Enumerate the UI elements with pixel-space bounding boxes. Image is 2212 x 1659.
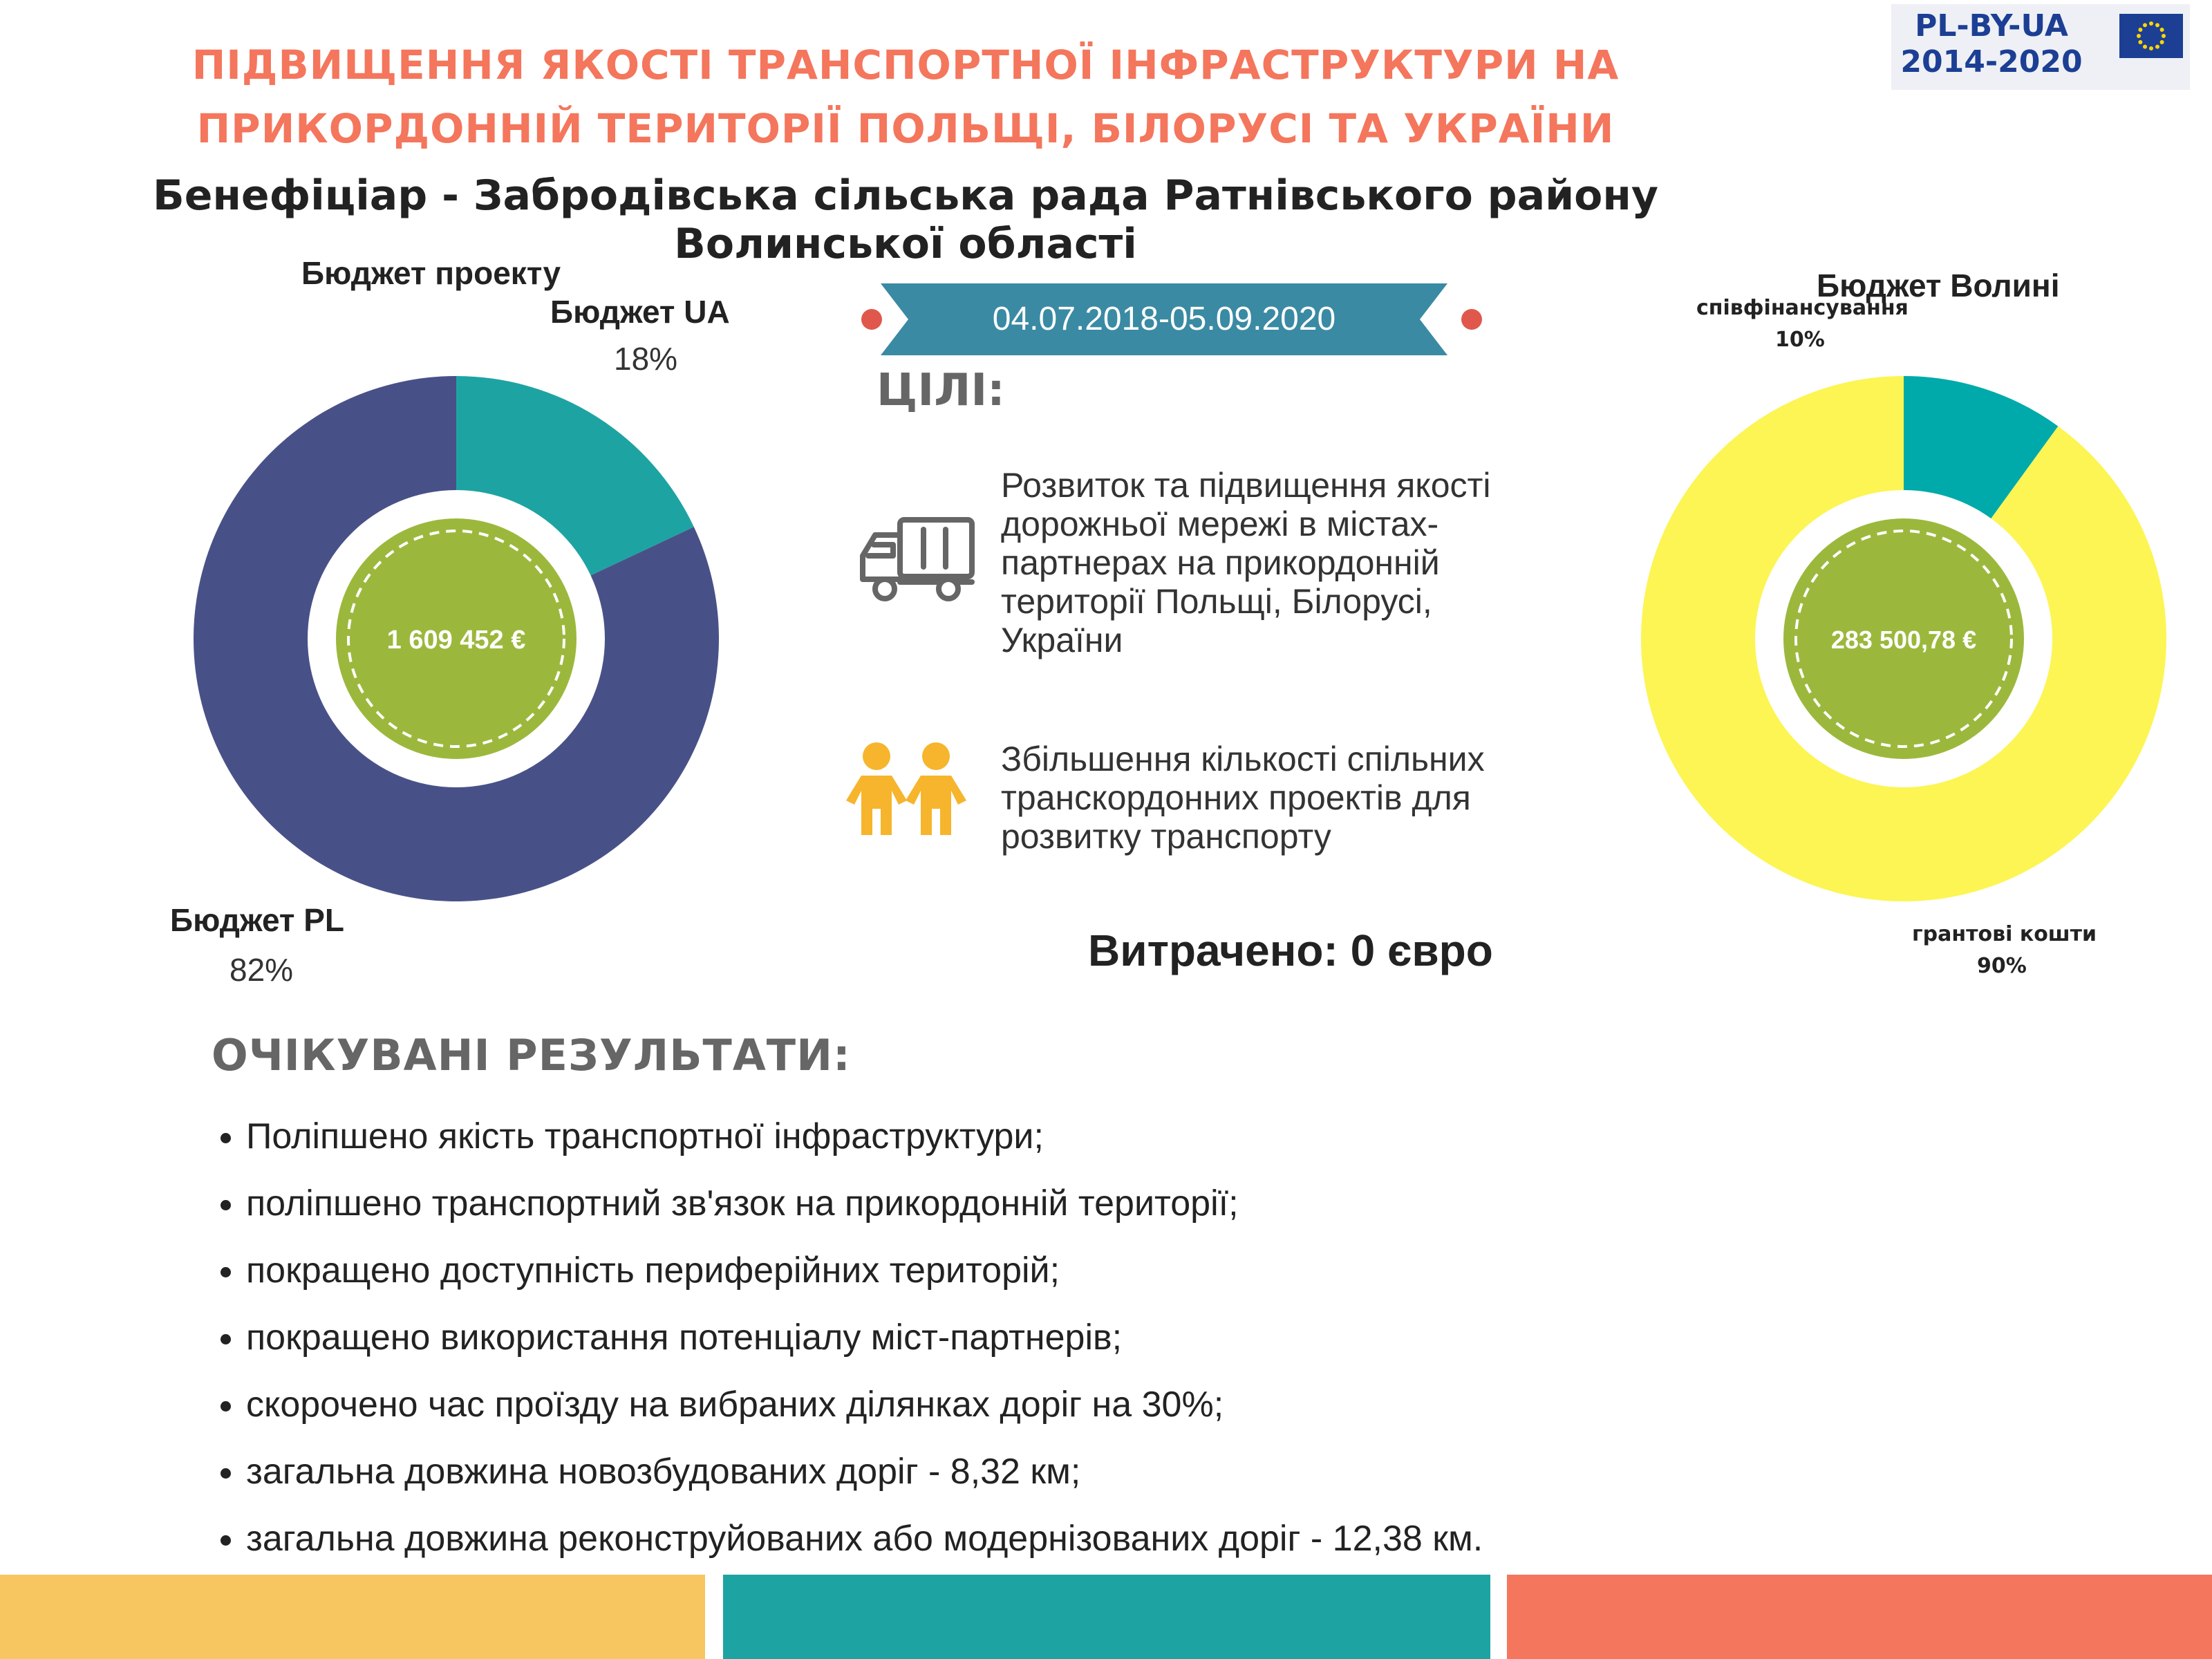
eu-stars-icon — [2119, 14, 2183, 58]
chart2-slice-grant-label: 90% — [1977, 954, 2027, 978]
results-list — [205, 1103, 1483, 1573]
chart2-slice-cofin-name: співфінансування — [1696, 296, 1909, 320]
people-icon — [841, 741, 972, 835]
beneficiary-line-1: Бенефіціар - Забродівська сільська рада Ратнівського району — [153, 171, 1658, 220]
result-item: • покращено доступність периферійних територій; — [246, 1237, 1483, 1304]
chart1-slice-pl-name: Бюджет PL — [170, 902, 345, 938]
results-heading: ОЧІКУВАНІ РЕЗУЛЬТАТИ: — [212, 1030, 851, 1080]
result-item: • поліпшено транспортний зв'язок на прикордонній території; — [246, 1170, 1483, 1237]
result-item: • скорочено час проїзду на вибраних ділянках доріг на 30%; — [246, 1371, 1483, 1438]
date-range: 04.07.2018-05.09.2020 — [992, 301, 1336, 337]
goals-heading: ЦІЛІ: — [877, 365, 1005, 416]
title-line-2: ПРИКОРДОННІЙ ТЕРИТОРІЇ ПОЛЬЩІ, БІЛОРУСІ ТА УКРАЇНИ — [196, 105, 1615, 152]
result-item: • Поліпшено якість транспортної інфраструктури; — [246, 1103, 1483, 1170]
chart2-slice-cofin-label: 10% — [1775, 328, 1825, 352]
chart2-center-label: 283 500,78 € — [1830, 626, 1977, 654]
chart1-donut — [187, 369, 726, 908]
chart1-center-label: 1 609 452 € — [386, 626, 526, 655]
eu-flag-icon — [2119, 14, 2183, 58]
logo-line-1: PL-BY-UA — [1915, 8, 2068, 44]
spent-amount: Витрачено: 0 євро — [1088, 926, 1493, 975]
goal-2-text: Збільшення кількості спільних транскордонних проектів для розвитку транспорту — [1001, 740, 1485, 856]
chart2-title: Бюджет Волині — [1817, 268, 2060, 303]
chart1-title: Бюджет проекту — [301, 255, 561, 291]
result-item: • покращено використання потенціалу міст-партнерів; — [246, 1304, 1483, 1371]
goal-1-text: Розвиток та підвищення якості дорожньої мережі в містах-партнерах на прикордонній території Польщі, Білорусі, України — [1001, 466, 1491, 659]
beneficiary-line-2: Волинської області — [674, 220, 1137, 268]
chart2-slice-grant-name: грантові кошти — [1912, 922, 2097, 946]
footer-bar-coral — [1507, 1575, 2212, 1659]
footer-bar-teal — [723, 1575, 1490, 1659]
logo-text — [1891, 8, 2092, 80]
program-logo — [1891, 4, 2190, 90]
result-item: • загальна довжина реконструйованих або модернізованих доріг - 12,38 км. — [246, 1506, 1483, 1573]
chart2-donut — [1634, 369, 2173, 908]
chart1-slice-pl-label: 82% — [229, 952, 294, 988]
logo-line-2: 2014-2020 — [1900, 44, 2083, 79]
title-line-1: ПІДВИЩЕННЯ ЯКОСТІ ТРАНСПОРТНОЇ ІНФРАСТРУКТУРИ НА — [191, 41, 1620, 88]
footer-bar-yellow — [0, 1575, 705, 1659]
chart1-slice-ua-name: Бюджет UA — [550, 294, 730, 330]
truck-icon — [857, 516, 979, 604]
result-item: • загальна довжина новозбудованих доріг - 8,32 км; — [246, 1438, 1483, 1506]
chart1-slice-ua-label: 18% — [614, 341, 678, 377]
